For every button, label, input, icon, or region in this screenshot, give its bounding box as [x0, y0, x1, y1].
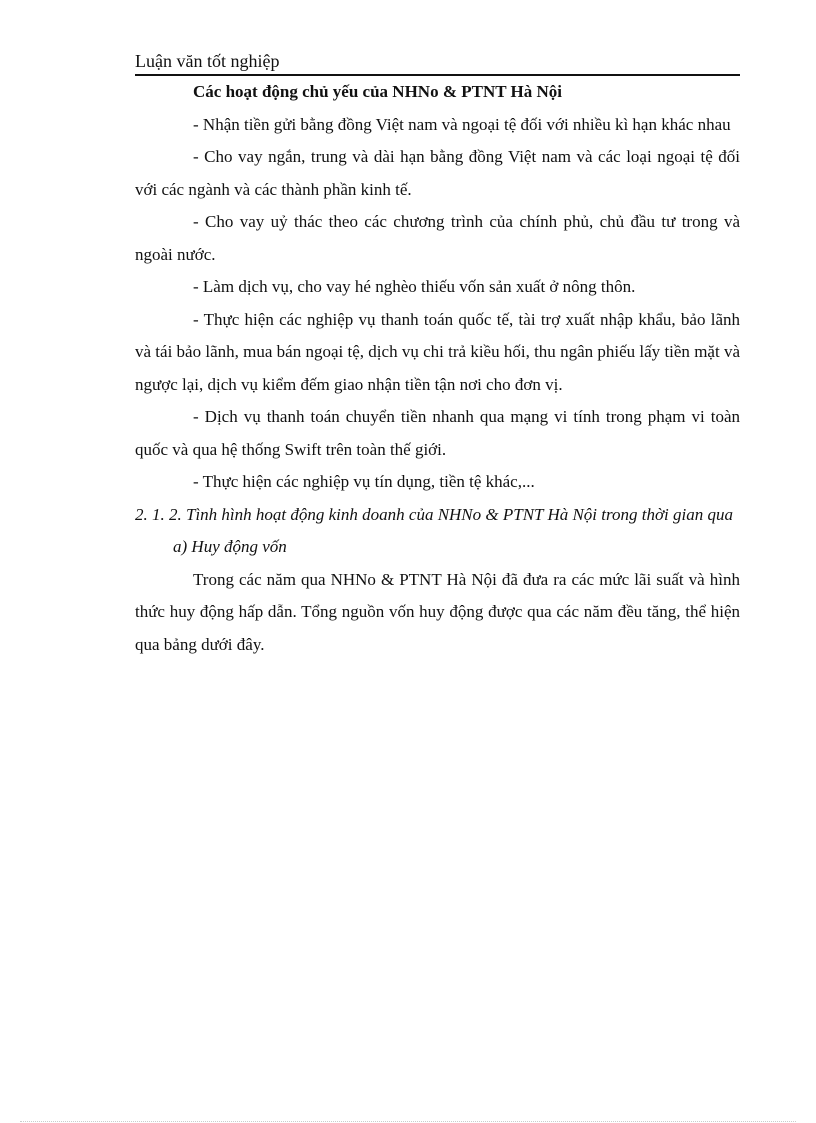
- activity-item-3: - Cho vay uỷ thác theo các chương trình của chính phủ, chủ đầu tư trong và ngoài nước.: [135, 212, 740, 264]
- activities-heading: Các hoạt động chủ yếu của NHNo & PTNT Hà Nội: [193, 82, 562, 101]
- activity-item-2: - Cho vay ngắn, trung và dài hạn bằng đồng Việt nam và các loại ngoại tệ đối với các ngành và các thành phần kinh tế.: [135, 147, 740, 199]
- section-heading: 2. 1. 2. Tình hình hoạt động kinh doanh của NHNo & PTNT Hà Nội trong thời gian qua: [135, 504, 733, 524]
- body-paragraph: Trong các năm qua NHNo & PTNT Hà Nội đã đưa ra các mức lãi suất và hình thức huy động hấp dẫn. Tổng nguồn vốn huy động được qua các năm đều tăng, thể hiện qua bảng dưới đây.: [135, 569, 740, 654]
- activity-item-6: - Dịch vụ thanh toán chuyển tiền nhanh qua mạng vi tính trong phạm vi toàn quốc và qua hệ thống Swift trên toàn thế giới.: [135, 407, 740, 459]
- activity-item-1: - Nhận tiền gửi bằng đồng Việt nam và ngoại tệ đối với nhiều kì hạn khác nhau: [193, 114, 731, 134]
- page-header: Luận văn tốt nghiệp: [135, 50, 740, 76]
- activity-item-5: - Thực hiện các nghiệp vụ thanh toán quốc tế, tài trợ xuất nhập khẩu, bảo lãnh và tái bảo lãnh, mua bán ngoại tệ, dịch vụ chi trả kiều hối, thu ngân phiếu lấy tiền mặt và ngược lại, dịch vụ kiểm đếm giao nhận tiền tận nơi cho đơn vị.: [135, 309, 740, 394]
- page-bottom-border: [20, 1121, 796, 1122]
- page-content: [135, 76, 740, 661]
- activity-item-4: - Làm dịch vụ, cho vay hé nghèo thiếu vốn sản xuất ở nông thôn.: [193, 277, 636, 296]
- activity-item-7: - Thực hiện các nghiệp vụ tín dụng, tiền tệ khác,...: [193, 472, 535, 491]
- subsection-heading: a) Huy động vốn: [173, 537, 287, 556]
